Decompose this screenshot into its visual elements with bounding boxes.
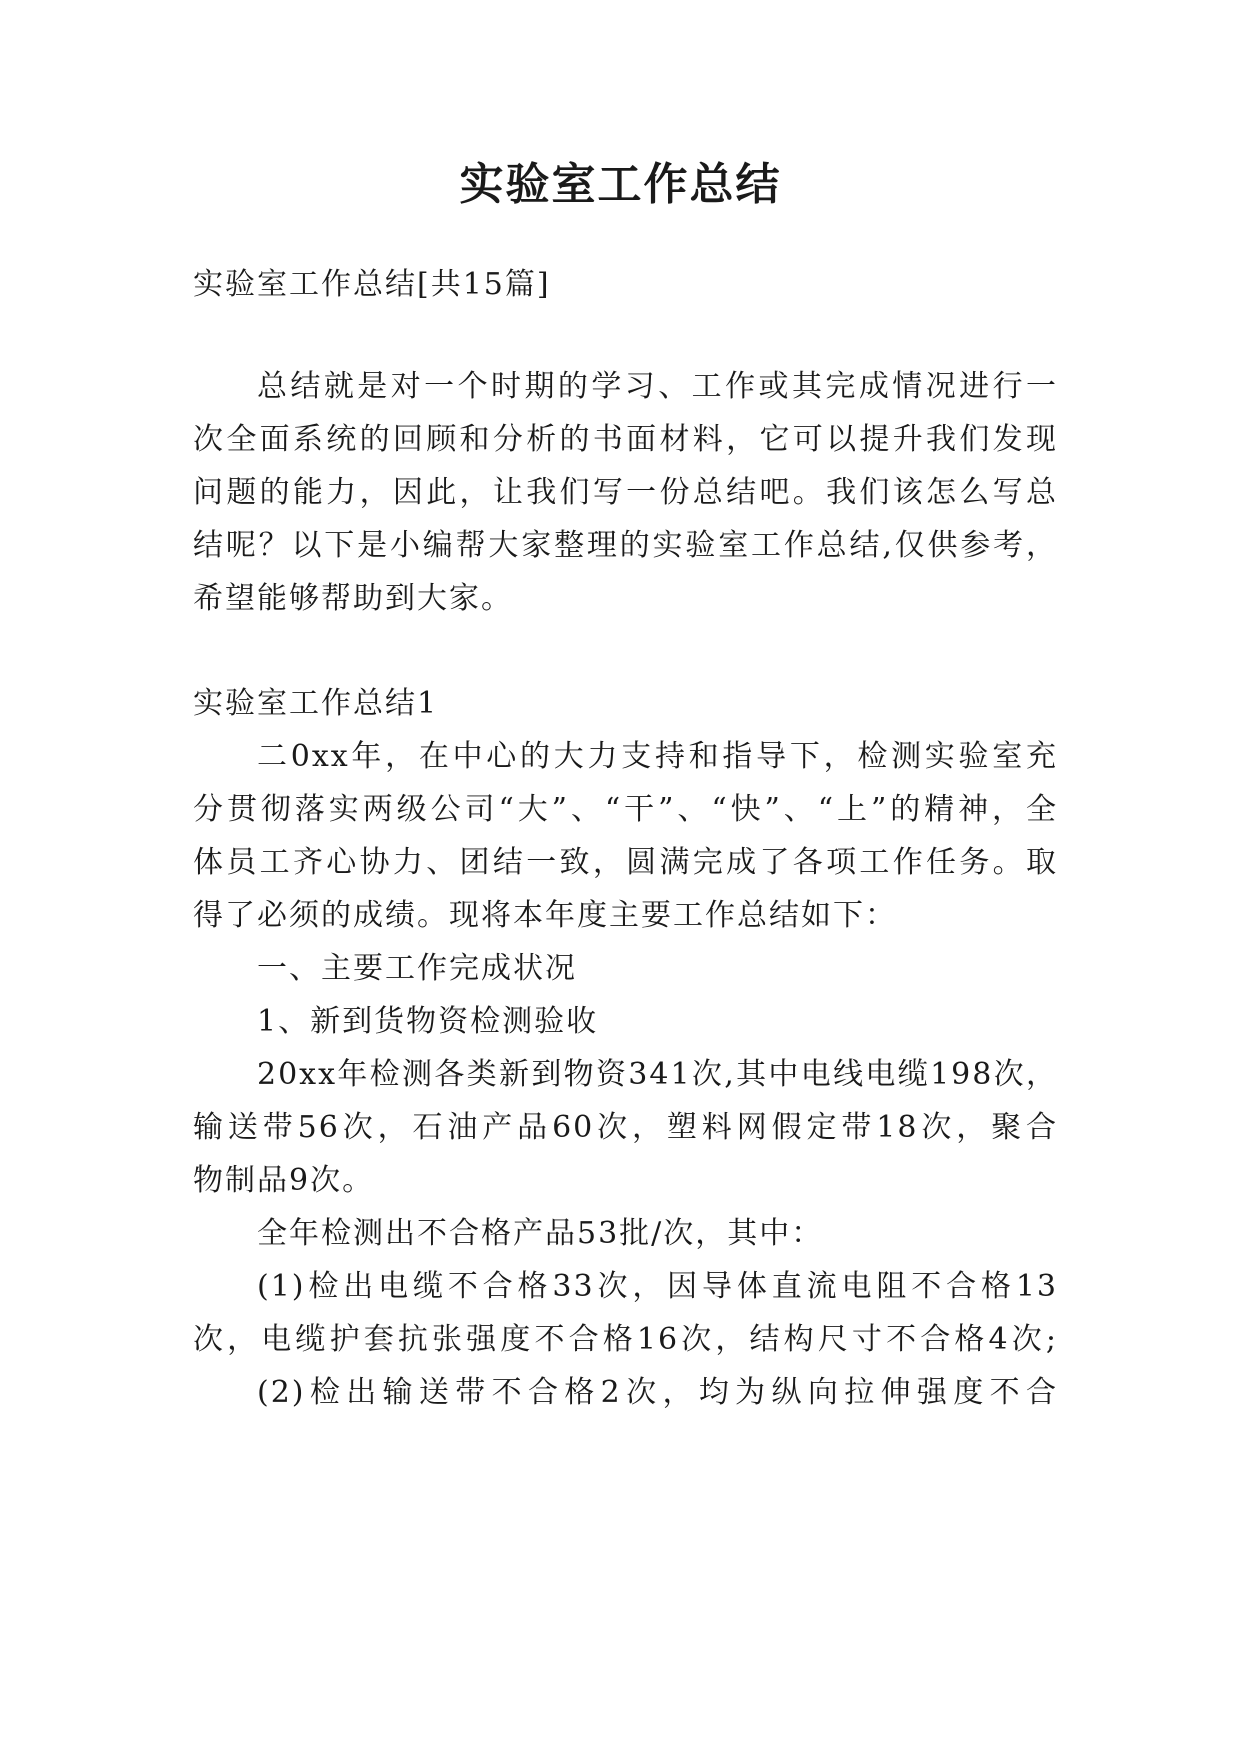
- body-subheading: 1、新到货物资检测验收: [257, 1004, 599, 1039]
- body-line: (2)检出输送带不合格2次，均为纵向拉伸强度不合: [257, 1375, 1058, 1410]
- document-subtitle: 实验室工作总结[共15篇]: [193, 267, 551, 302]
- intro-line: 结呢？以下是小编帮大家整理的实验室工作总结,仅供参考，: [193, 528, 1058, 563]
- body-line: 次，电缆护套抗张强度不合格16次，结构尺寸不合格4次;: [193, 1322, 1058, 1357]
- body-line: 分贯彻落实两级公司“大”、“干”、“快”、“上”的精神，全: [193, 792, 1058, 827]
- page-title: 实验室工作总结: [459, 159, 782, 210]
- body-line: 全年检测出不合格产品53批/次，其中：: [257, 1216, 824, 1251]
- intro-line: 次全面系统的回顾和分析的书面材料，它可以提升我们发现: [193, 422, 1058, 457]
- body-line: 二0xx年，在中心的大力支持和指导下，检测实验室充: [257, 739, 1058, 774]
- section-heading: 实验室工作总结1: [193, 686, 439, 721]
- intro-line: 总结就是对一个时期的学习、工作或其完成情况进行一: [257, 369, 1058, 404]
- body-line: 得了必须的成绩。现将本年度主要工作总结如下：: [193, 898, 897, 933]
- body-line: 20xx年检测各类新到物资341次,其中电线电缆198次，: [257, 1057, 1058, 1092]
- body-line: 物制品9次。: [193, 1163, 375, 1198]
- body-line: 体员工齐心协力、团结一致，圆满完成了各项工作任务。取: [193, 845, 1058, 880]
- intro-line: 希望能够帮助到大家。: [193, 581, 513, 616]
- intro-line: 问题的能力，因此，让我们写一份总结吧。我们该怎么写总: [193, 475, 1058, 510]
- body-heading: 一、主要工作完成状况: [257, 951, 577, 986]
- body-line: (1)检出电缆不合格33次，因导体直流电阻不合格13: [257, 1269, 1058, 1304]
- body-line: 输送带56次，石油产品60次，塑料网假定带18次，聚合: [193, 1110, 1058, 1145]
